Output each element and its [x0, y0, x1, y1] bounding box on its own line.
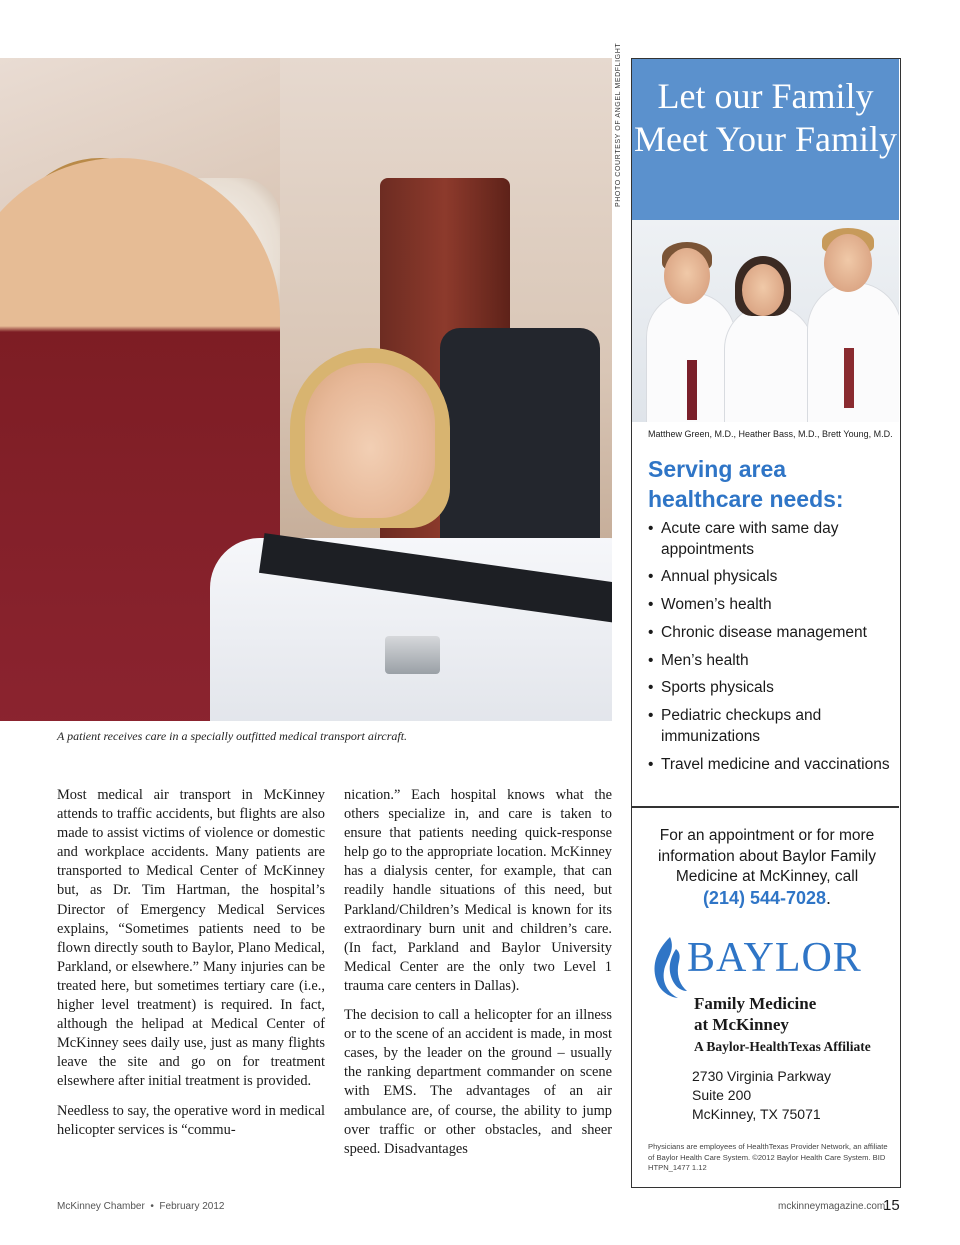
footer-website: mckinneymagazine.com: [778, 1201, 886, 1212]
phone-number: (214) 544-7028.: [702, 888, 832, 908]
service-item: • Chronic disease management: [648, 623, 867, 641]
photo-credit: PHOTO COURTESY OF ANGEL MEDFLIGHT: [615, 42, 622, 207]
affiliate-line: A Baylor-HealthTexas Affiliate: [694, 1039, 871, 1054]
article-paragraph: Most medical air transport in McKinney attends to traffic accidents, but flights are also made to assist victims of violence or domestic and workplace accidents. Many patients are transported to Medical Center of McKinney but, as Dr. Tim Hartman, the hospital’s Director of Emergency Medical Services explains, “Sometimes patients need to be flown directly south to Baylor, Plano Medical, Parkland, or elsewhere.” Many injuries can be treated here, but sometimes tertiary care (i.e., higher level treatment) is required. In fact, although the helipad at Medical Center of McKinney sees daily use, just as many flights leave the site and go on for treatment elsewhere after initial treatment is provided.: [57, 787, 325, 1090]
service-item: • Sports physicals: [648, 679, 774, 697]
baylor-advertisement: [631, 58, 901, 1188]
doctors-caption: Matthew Green, M.D., Heather Bass, M.D., Brett Young, M.D.: [648, 429, 893, 439]
doctors-photo: [632, 220, 899, 422]
services-list: [648, 519, 893, 782]
logo-subtitle: Family Medicine at McKinney: [694, 994, 817, 1034]
article-paragraph: Needless to say, the operative word in medical helicopter services is “commu-: [57, 1102, 325, 1138]
service-item: • Men’s health: [648, 651, 749, 669]
services-heading: Serving area healthcare needs:: [648, 456, 844, 512]
ad-divider: [632, 806, 899, 808]
service-item: • Pediatric checkups and immunizations: [648, 707, 822, 745]
article-paragraph: The decision to call a helicopter for an illness or to the scene of an accident is made, in most cases, by the leader on the ground – usually the ranking department commander on scene with EMS. The advantages of an air ambulance are, of course, the ability to jump over traffic or other obstacles, and sheer speed. Disadvantages: [344, 1007, 612, 1157]
article-column-2: [344, 786, 612, 1169]
clinic-address: 2730 Virginia Parkway Suite 200 McKinney, TX 75071: [692, 1068, 832, 1122]
article-column-1: [57, 786, 325, 1150]
service-item: • Acute care with same day appointments: [648, 520, 839, 558]
baylor-wordmark: BAYLOR: [687, 935, 862, 981]
page-number: 15: [883, 1197, 900, 1214]
service-item: • Women’s health: [648, 596, 772, 614]
contact-text: For an appointment or for more information about Baylor Family Medicine at McKinney, call: [658, 827, 876, 885]
article-photo: [0, 58, 612, 721]
baylor-flame-logo-icon: [646, 935, 692, 1001]
service-item: • Annual physicals: [648, 568, 778, 586]
service-item: • Travel medicine and vaccinations: [648, 755, 890, 773]
photo-caption: A patient receives care in a specially outfitted medical transport aircraft.: [57, 729, 408, 743]
ad-headline: Let our Family Meet Your Family: [632, 59, 899, 220]
ad-fine-print: Physicians are employees of HealthTexas Provider Network, an affiliate of Baylor Health Care System. ©2012 Baylor Health Care System. BID HTPN_1477 1.12: [648, 1142, 888, 1172]
footer-publication: McKinney Chamber • February 2012: [57, 1201, 225, 1212]
article-paragraph: nication.” Each hospital knows what the others specialize in, and care is taken to ensure that patients needing quick-response help go to the appropriate location. McKinney has a dialysis center, for example, that can readily handle situations of this need, but Parkland/Children’s Medical is known for its extraordinary burn unit and children’s care. (In fact, Parkland and Baylor University Medical Center are the only two Level 1 trauma care centers in Dallas).: [344, 787, 612, 994]
